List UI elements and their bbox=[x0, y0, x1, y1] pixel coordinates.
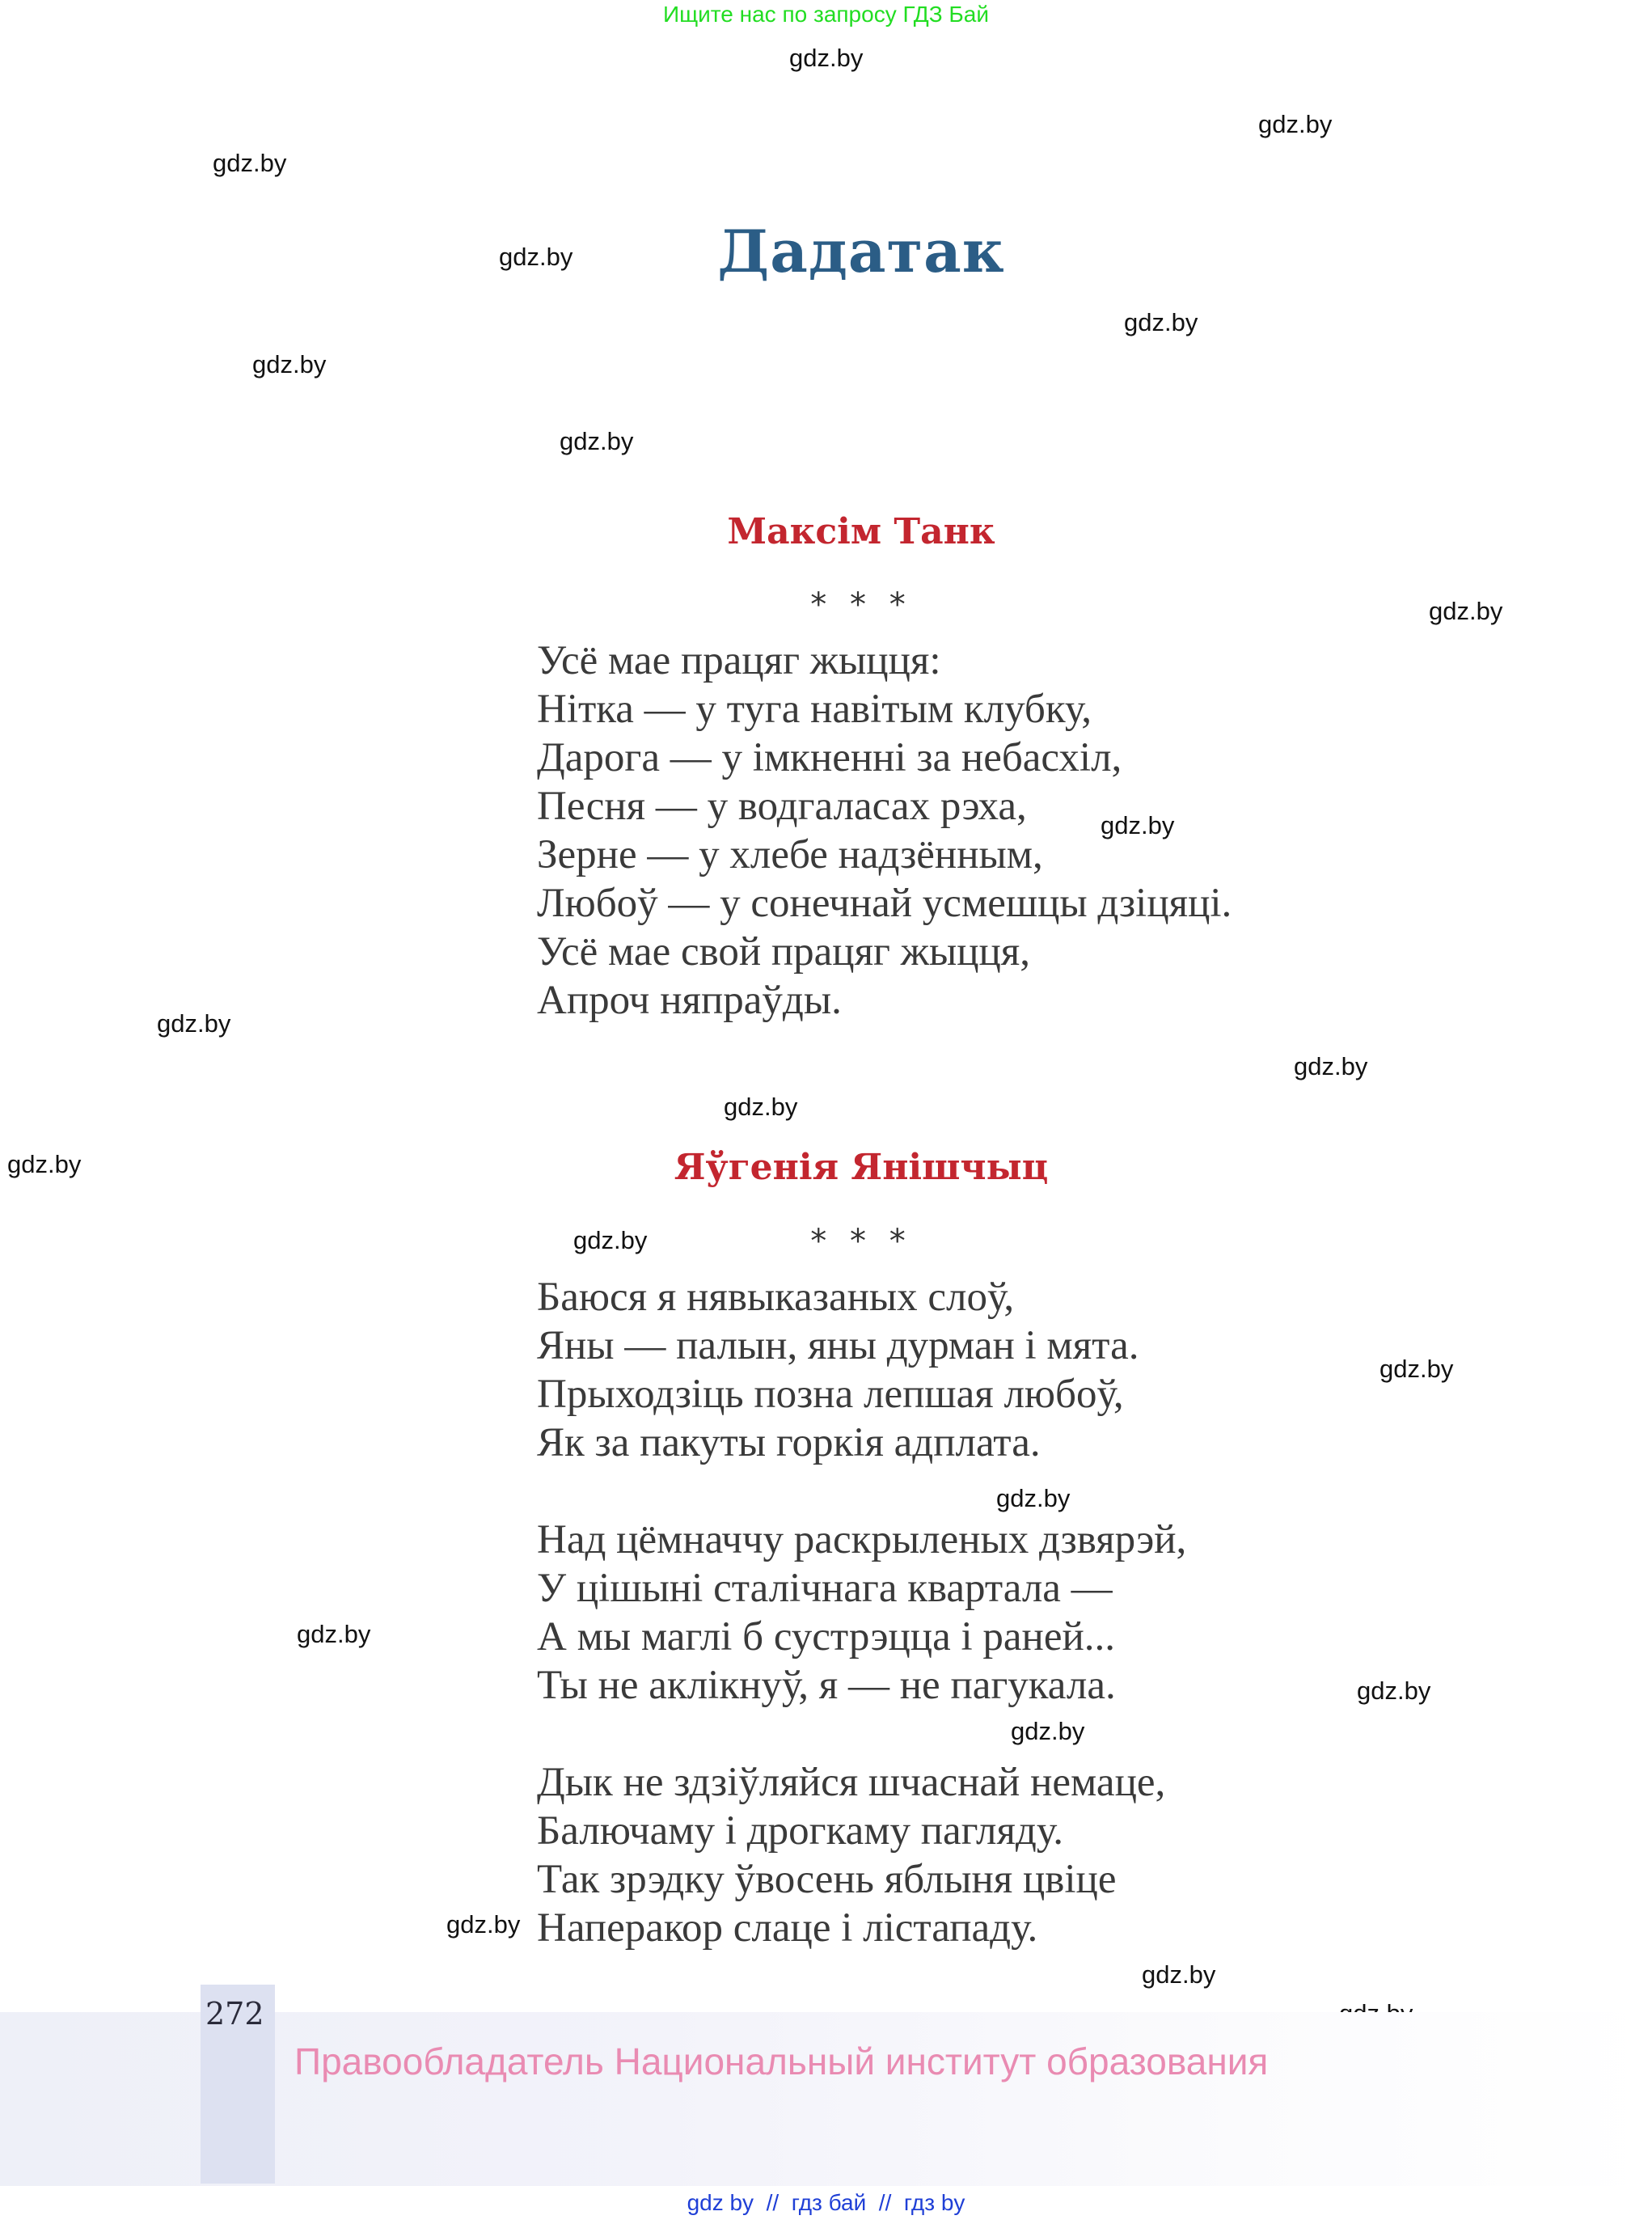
page-number: 272 bbox=[205, 1996, 264, 2032]
poem-line: Усё мае свой працяг жыцця, bbox=[537, 929, 1031, 975]
stanza-break bbox=[537, 1467, 1186, 1516]
poem-line: У цішыні сталічнага квартала — bbox=[537, 1566, 1113, 1611]
poem-line: Так зрэдку ўвосень яблыня цвіце bbox=[537, 1857, 1117, 1902]
copyright-notice: Правообладатель Национальный институт образования bbox=[294, 2040, 1269, 2082]
poem-line: А мы маглі б сустрэцца і раней... bbox=[537, 1614, 1115, 1660]
watermark-text: gdz.by bbox=[573, 1226, 648, 1254]
poem-line: Ты не аклікнуў, я — не пагукала. bbox=[537, 1663, 1116, 1708]
watermark-text: gdz.by bbox=[1124, 308, 1198, 336]
watermark-text: gdz.by bbox=[724, 1093, 798, 1121]
poem-line: Усё мае працяг жыцця: bbox=[537, 638, 941, 683]
stanza-break bbox=[537, 1710, 1186, 1758]
poem-text bbox=[537, 1273, 1186, 1952]
asterism-separator: * * * bbox=[810, 1223, 912, 1260]
poem-line: Баюся я нявыказаных слоў, bbox=[537, 1275, 1015, 1320]
watermark-text: gdz.by bbox=[252, 350, 327, 378]
poem-line: Дарога — у імкненні за небасхіл, bbox=[537, 735, 1122, 780]
poem-line: Яны — палын, яны дурман і мята. bbox=[537, 1323, 1139, 1368]
watermark-text: gdz.by bbox=[213, 149, 287, 177]
watermark-text: gdz.by bbox=[446, 1910, 521, 1939]
search-banner: Ищите нас по запросу ГДЗ Бай bbox=[662, 2, 990, 27]
watermark-text: gdz.by bbox=[1101, 811, 1175, 839]
watermark-text: gdz.by bbox=[1142, 1960, 1216, 1989]
watermark-text: gdz.by bbox=[789, 44, 864, 72]
watermark-text: gdz.by bbox=[1357, 1676, 1431, 1705]
poem-line: Нітка — у туга навітым клубку, bbox=[537, 687, 1092, 732]
poem-line: Любоў — у сонечнай усмешцы дзіцяці. bbox=[537, 881, 1232, 926]
watermark-text: gdz.by bbox=[1379, 1355, 1454, 1383]
poem-line: Наперакор слаце і лістападу. bbox=[537, 1905, 1038, 1951]
poem-line: Як за пакуты горкія адплата. bbox=[537, 1420, 1041, 1465]
poem-line: Песня — у водгаласах рэха, bbox=[537, 784, 1027, 829]
poem-line: Прыходзіць позна лепшая любоў, bbox=[537, 1372, 1124, 1417]
watermark-text: gdz.by bbox=[157, 1009, 231, 1038]
watermark-text: gdz.by bbox=[560, 427, 634, 455]
page-title: Дадатак bbox=[717, 217, 1005, 285]
poem-author: Яўгенія Янішчыц bbox=[674, 1147, 1049, 1188]
poem-author: Максім Танк bbox=[727, 511, 995, 552]
watermark-text: gdz.by bbox=[297, 1620, 371, 1648]
site-links[interactable]: gdz by // гдз бай // гдз by bbox=[687, 2190, 965, 2215]
watermark-text: gdz.by bbox=[1011, 1717, 1085, 1745]
poem-line: Дык не здзіўляйся шчаснай немаце, bbox=[537, 1760, 1166, 1805]
watermark-text: gdz.by bbox=[1294, 1052, 1368, 1080]
watermark-text: gdz.by bbox=[1258, 110, 1333, 138]
watermark-text: gdz.by bbox=[1429, 597, 1503, 625]
poem-line: Зерне — у хлебе надзённым, bbox=[537, 832, 1043, 877]
watermark-text: gdz.by bbox=[996, 1484, 1071, 1512]
poem-text bbox=[537, 636, 1232, 1025]
poem-line: Апроч няпраўды. bbox=[537, 978, 842, 1023]
poem-line: Балючаму і дрогкаму пагляду. bbox=[537, 1808, 1063, 1854]
asterism-separator: * * * bbox=[810, 586, 912, 624]
watermark-text: gdz.by bbox=[7, 1150, 82, 1178]
watermark-text: gdz.by bbox=[499, 243, 573, 271]
poem-line: Над цёмначчу раскрыленых дзвярэй, bbox=[537, 1517, 1187, 1562]
